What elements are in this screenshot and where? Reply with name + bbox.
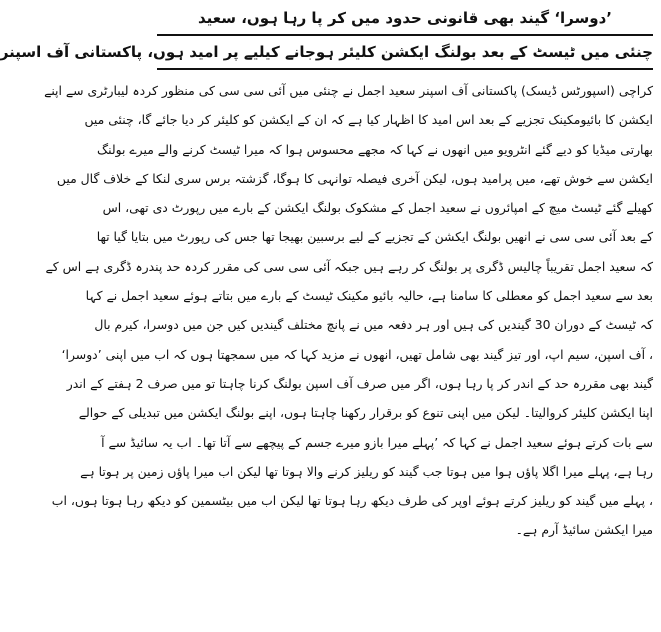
body-line: گیند بھی مقررہ حد کے اندر کر پا رہا ہوں، اگر میں صرف آف اسپن بولنگ کرنا چاہتا تو میں صرف 2 ہفتے کے اندر <box>66 375 653 391</box>
news-article <box>0 4 653 628</box>
body-line: رہا ہے، پہلے میرا اگلا پاؤں ہوا میں ہوتا جب گیند کو ریلیز کرنے والا ہوتا تھا لیکن اب میرا پاؤں زمین پر ہوتا ہے <box>80 463 653 479</box>
headline-line-2: چنئی میں ٹیسٹ کے بعد بولنگ ایکشن کلیئر ہوجانے کیلیے پر امید ہوں، پاکستانی آف اسپنر <box>0 43 653 61</box>
headline-line-1: ’دوسرا‘ گیند بھی قانونی حدود میں کر پا رہا ہوں، سعید <box>198 9 612 27</box>
body-line: ایکشن کا بائیومکینک تجزیے کے بعد اس امید کا اظہار کیا ہے کہ ان کے ایکشن کو کلیئر کر دیا جائے گا، چنئی میں <box>84 112 653 128</box>
body-line: کراچی (اسپورٹس ڈیسک) پاکستانی آف اسپنر سعید اجمل نے چنئی میں آئی سی سی کی منظور کردہ لیبارٹری سے اپنے <box>44 83 653 98</box>
article-body <box>44 76 653 545</box>
headline-divider <box>157 34 653 36</box>
body-line: کہ ٹیسٹ کے دوران 30 گیندیں کی ہیں اور ہر دفعہ میں نے پانچ مختلف گیندیں کیں جن میں دوسرا، کیرم بال <box>94 317 653 333</box>
body-line: کے بعد آئی سی سی نے انھیں بولنگ ایکشن کے تجزیے کے لیے برسبین بھیجا تھا جس کی رپورٹ میں بتایا گیا تھا <box>96 229 653 245</box>
body-line: کھیلے گئے ٹیسٹ میچ کے امپائروں نے سعید اجمل کے مشکوک بولنگ ایکشن کے بارے میں رپورٹ دی تھی، اس <box>102 200 653 216</box>
body-line: میرا ایکشن سائیڈ آرم ہے۔ <box>515 522 653 538</box>
body-line: کہ سعید اجمل تقریباً چالیس ڈگری پر بولنگ کر رہے ہیں جبکہ آئی سی سی کی مقرر کردہ حد پندرہ ڈگری ہے اس کے <box>45 258 653 274</box>
body-line: بھارتی میڈیا کو دیے گئے انٹرویو میں انھوں نے کہا کہ مجھے محسوس ہوا کہ میرا ٹیسٹ کرنے والے میرے بولنگ <box>97 141 653 157</box>
body-line: اپنا ایکشن کلیئر کروالیتا۔ لیکن میں اپنی تنوع کو برقرار رکھنا چاہتا ہوں، اپنے بولنگ ایکشن میں تبدیلی کے حوالے <box>78 405 653 421</box>
headline-divider-bottom <box>157 68 653 70</box>
body-line: ، آف اسپن، سیم اپ، اور تیز گیند بھی شامل تھیں، انھوں نے مزید کہا کہ میں سمجھتا ہوں کہ اب میں اپنی ’دوسرا‘ <box>61 346 653 362</box>
body-line: ، پہلے میں گیند کو ریلیز کرتے ہوئے اوپر کی طرف دیکھ رہا ہوتا تھا لیکن اب میں بیٹسمین کو دیکھ رہا ہوتا ہوں، اب <box>51 493 653 509</box>
body-line: ایکشن سے خوش تھے، میں پرامید ہوں، لیکن آخری فیصلہ توانہی کا ہوگا، گزشتہ برس سری لنکا کے خلاف گال میں <box>56 170 653 186</box>
body-line: بعد سے سعید اجمل کو معطلی کا سامنا ہے، حالیہ بائیو مکینک ٹیسٹ کے بارے میں بتاتے ہوئے سعید اجمل نے کہا <box>85 288 653 304</box>
body-line: سے بات کرتے ہوئے سعید اجمل نے کہا کہ ’پہلے میرا بازو میرے جسم کے پیچھے سے آتا تھا۔ اب یہ سائیڈ سے آ <box>101 434 653 450</box>
